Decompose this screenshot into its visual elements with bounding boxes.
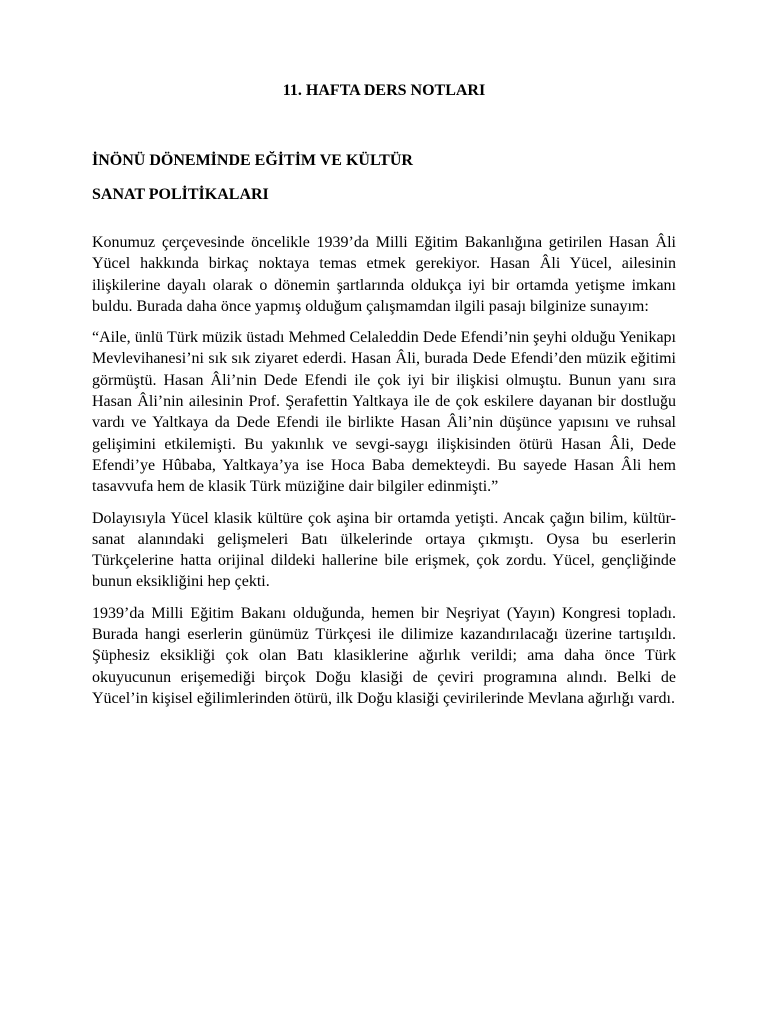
section-heading-line-1: İNÖNÜ DÖNEMİNDE EĞİTİM VE KÜLTÜR	[92, 152, 413, 169]
body-text	[92, 232, 676, 719]
paragraph-3: Dolayısıyla Yücel klasik kültüre çok aşina bir ortamda yetişti. Ancak çağın bilim, kültür-sanat alanındaki gelişmeleri Batı ülkelerinde ortaya çıkmıştı. Oysa bu eserlerin Türkçelerine hatta orijinal dildeki hallerine bile erişmek, çok zordu. Yücel, gençliğinde bunun eksikliğini hep çekti.	[92, 509, 676, 591]
paragraph-1: Konumuz çerçevesinde öncelikle 1939’da Milli Eğitim Bakanlığına getirilen Hasan Âli Yücel hakkında birkaç noktaya temas etmek gerekiyor. Hasan Âli Yücel, ailesinin ilişkilerine dayalı olarak o dönemin şartlarında oldukça iyi bir ortamda yetişme imkanı buldu. Burada daha önce yapmış olduğum çalışmamdan ilgili pasajı bilginize sunayım:	[92, 234, 676, 315]
document-title: 11. HAFTA DERS NOTLARI	[282, 82, 486, 99]
section-heading-line-2: SANAT POLİTİKALARI	[92, 186, 269, 203]
paragraph-4: 1939’da Milli Eğitim Bakanı olduğunda, hemen bir Neşriyat (Yayın) Kongresi topladı. Burada hangi eserlerin günümüz Türkçesi ile dilimize kazandırılacağı üzerine tartışıldı. Şüphesiz eksikliği çok olan Batı klasiklerine ağırlık verildi; ama daha önce Türk okuyucunun erişemediği birçok Doğu klasiği de çeviri programına alındı. Belki de Yücel’in kişisel eğilimlerinden ötürü, ilk Doğu klasiği çevirilerinde Mevlana ağırlığı vardı.	[92, 604, 676, 707]
paragraph-quote: “Aile, ünlü Türk müzik üstadı Mehmed Celaleddin Dede Efendi’nin şeyhi olduğu Yenikapı Mevlevihanesi’ni sık sık ziyaret ederdi. Hasan Âli, burada Dede Efendi’den müzik eğitimi görmüştü. Hasan Âli’nin Dede Efendi ile çok iyi bir ilişkisi olmuştu. Bunun yanı sıra Hasan Âli’nin ailesinin Prof. Şerafettin Yaltkaya ile de çok eskilere dayanan bir dostluğu vardı ve Yaltkaya da Dede Efendi ile birlikte Hasan Âli’nin düşünce yapısını ve ruhsal gelişimini etkilemişti. Bu yakınlık ve sevgi-saygı ilişkisinden ötürü Hasan Âli, Dede Efendi’ye Hûbaba, Yaltkaya’ya ise Hoca Baba demekteydi. Bu sayede Hasan Âli hem tasavvufa hem de klasik Türk müziğine dair bilgiler edinmişti.”	[92, 329, 676, 496]
